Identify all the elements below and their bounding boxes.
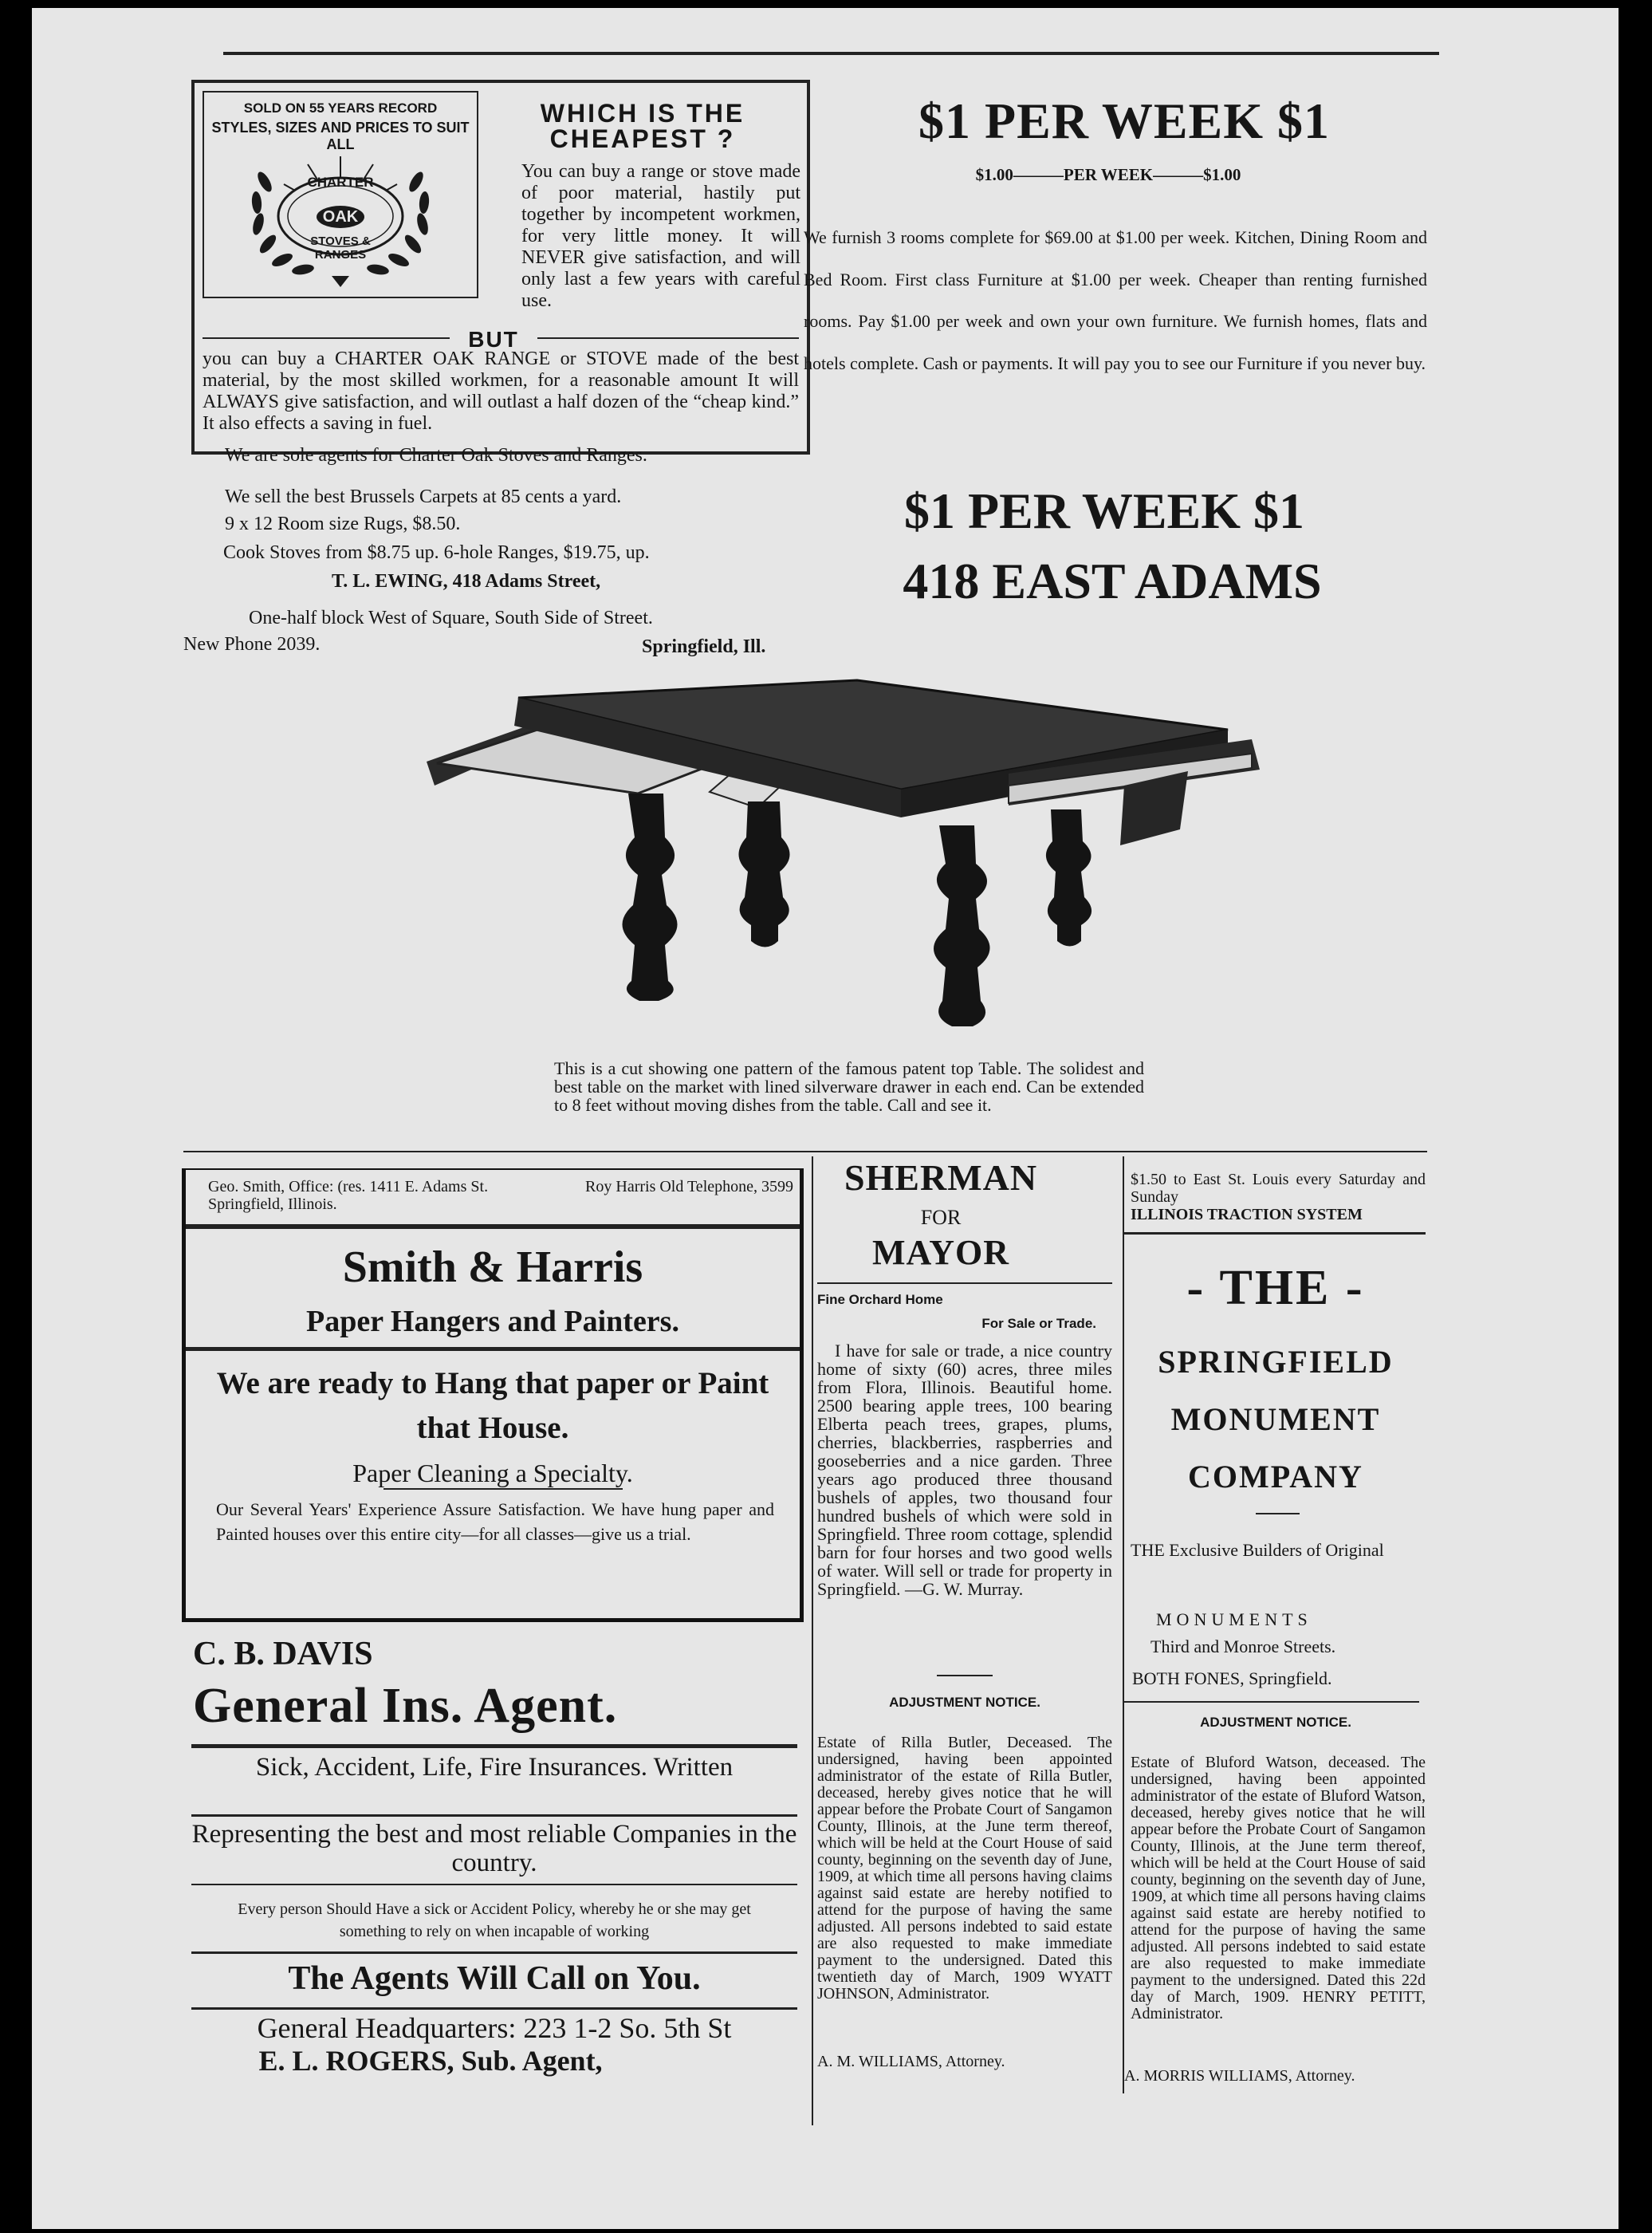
monument-phones: BOTH FONES, Springfield.	[1132, 1668, 1332, 1688]
ewing-line-2: We sell the best Brussels Carpets at 85 cents a yard.	[225, 486, 622, 507]
adjustment-body-1: Estate of Rilla Butler, Deceased. The undersigned, having been appointed administrator of the estate of Rilla Butler, deceased, hereby gives notice that he will appear before the Probate Court of Sangamon County, Illinois, at the June term thereof, which will be held at the Court House of said county, beginning on the seventh day of June, 1909, at which time all persons having claims against said estate are hereby notified to attend for the purpose of having the same adjusted. All persons indebted to said estate are also requested to make immediate payment to the undersigned. Dated this twentieth day of March, 1909 WYATT JOHNSON, Administrator.	[817, 1734, 1112, 2003]
orchard-subtitle: For Sale or Trade.	[981, 1316, 1096, 1331]
adjustment-body-2: Estate of Bluford Watson, deceased. The undersigned, having been appointed administrator of the estate of Bluford Watson, deceased, hereby gives notice that he will appear before the Probate Court of Sangamon County, Illinois, at the June term thereof, which will be held at the Court House of said county, beginning on the seventh day of June, 1909, at which time all persons having claims against said estate are hereby notified to attend for the purpose of having the same adjusted. All persons indebted to said estate are also requested to make immediate payment to the undersigned. Dated this 22d day of March, 1909. HENRY PETITT, Administrator.	[1131, 1754, 1426, 2022]
smith-harris-specialty: Paper Cleaning a Specialty.	[352, 1459, 633, 1487]
ad-intro-text: You can buy a range or stove made of poor material, hastily put together by incompetent workmen, for very little money. It will NEVER give satisfaction, and will only last a few years with careful use.	[521, 161, 800, 311]
orchard-title: Fine Orchard Home	[817, 1292, 943, 1307]
orchard-body: I have for sale or trade, a nice country home of sixty (60) acres, three miles from Flora, Illinois. Beautiful home. 2500 bearing apple trees, 100 bearing Elberta peach trees, grapes, plums, cherries, blackberries, raspberries and gooseberries and a nice garden. Three years ago produced three thousand bushels of apples, two thousand four hundred bushels of which were sold in Springfield. Three room cottage, splendid barn for four horses and two good wells of water. Will sell or trade for property in Springfield. —G. W. Murray.	[817, 1341, 1112, 1599]
ewing-line-1: We are sole agents for Charter Oak Stoves and Ranges.	[225, 445, 647, 466]
smith-harris-title: Smith & Harris	[342, 1243, 643, 1292]
smith-contact: Geo. Smith, Office: (res. 1411 E. Adams St. Springfield, Illinois.	[208, 1178, 489, 1213]
monument-streets: Third and Monroe Streets.	[1150, 1636, 1336, 1656]
ewing-city: Springfield, Ill.	[642, 636, 766, 657]
davis-insurances: Sick, Accident, Life, Fire Insurances. Written	[255, 1753, 734, 1782]
sherman-for: FOR	[920, 1206, 962, 1229]
adjustment-title-2: ADJUSTMENT NOTICE.	[1200, 1715, 1351, 1730]
logo-line-1: SOLD ON 55 YEARS RECORD	[243, 100, 438, 116]
monument-name: SPRINGFIELD MONUMENT COMPANY	[1158, 1344, 1394, 1495]
adjustment-title-1: ADJUSTMENT NOTICE.	[889, 1695, 1040, 1710]
davis-headquarters: General Headquarters: 223 1-2 So. 5th St	[257, 2012, 732, 2044]
but-label: BUT	[468, 327, 519, 352]
logo-word-charter: CHARTER	[307, 175, 374, 190]
davis-note: Every person Should Have a sick or Accident Policy, whereby he or she may get something to rely on when incapable of working	[238, 1900, 751, 1940]
monument-the: - THE -	[1186, 1261, 1365, 1315]
adjustment-attorney-2: A. MORRIS WILLIAMS, Attorney.	[1124, 2067, 1355, 2085]
ewing-phone: New Phone 2039.	[183, 634, 321, 655]
charter-oak-logo-box	[203, 91, 478, 298]
traction-notice: $1.50 to East St. Louis every Saturday and Sunday	[1131, 1171, 1426, 1206]
ad-body-text: you can buy a CHARTER OAK RANGE or STOVE made of the best material, by the most skilled workmen, for a reasonable amount It will ALWAYS give satisfaction, and will outlast a half dozen of the “cheap kind.” It also effects a saving in fuel.	[203, 349, 799, 434]
newspaper-page	[32, 8, 1619, 2229]
charter-oak-ad	[191, 80, 810, 455]
logo-word-stoves: STOVES & RANGES	[310, 234, 371, 262]
davis-title: General Ins. Agent.	[193, 1679, 618, 1733]
logo-line-2: STYLES, SIZES AND PRICES TO SUIT ALL	[211, 120, 470, 152]
ewing-location: One-half block West of Square, South Side of Street.	[249, 608, 653, 628]
logo-word-oak: OAK	[322, 208, 359, 226]
table-caption: This is a cut showing one pattern of the famous patent top Table. The solidest and best table on the market with lined silverware drawer in each end. Can be extended to 8 feet without moving dishes from the table. Call and see it.	[554, 1058, 1144, 1115]
mid-rule	[183, 1151, 1427, 1152]
davis-call: The Agents Will Call on You.	[288, 1960, 701, 1997]
harris-contact: Roy Harris Old Telephone, 3599	[585, 1178, 793, 1195]
adjustment-attorney-1: A. M. WILLIAMS, Attorney.	[817, 2053, 1005, 2070]
but-divider	[203, 327, 799, 352]
top-rule	[223, 52, 1439, 55]
ewing-line-3: 9 x 12 Room size Rugs, $8.50.	[225, 514, 461, 534]
smith-harris-subtitle: Paper Hangers and Painters.	[306, 1305, 679, 1338]
traction-system: ILLINOIS TRACTION SYSTEM	[1131, 1206, 1363, 1223]
column-rule-1	[812, 1156, 813, 2125]
davis-name: C. B. DAVIS	[193, 1636, 373, 1672]
ewing-name: T. L. EWING, 418 Adams Street,	[332, 571, 601, 592]
ewing-line-4: Cook Stoves from $8.75 up. 6-hole Ranges, $19.75, up.	[223, 542, 650, 563]
extension-table-illustration	[423, 666, 1260, 1049]
smith-harris-ad	[182, 1168, 804, 1622]
davis-representing: Representing the best and most reliable Companies in the country.	[191, 1820, 797, 1877]
smith-harris-slogan: We are ready to Hang that paper or Paint that House.	[216, 1366, 769, 1445]
monument-builders: THE Exclusive Builders of Original	[1131, 1540, 1384, 1560]
per-week-body: We furnish 3 rooms complete for $69.00 at $1.00 per week. Kitchen, Dining Room and Bed Room. First class Furniture at $1.00 per week. Cheaper than renting furnished rooms. Pay $1.00 per week and own your own furniture. We furnish homes, flats and hotels complete. Cash or payments. It will pay you to see our Furniture if you never buy.	[804, 227, 1427, 373]
per-week-headline: $1 PER WEEK $1	[918, 93, 1330, 149]
per-week-address: 418 EAST ADAMS	[903, 553, 1322, 609]
ad-headline: WHICH IS THE CHEAPEST ?	[540, 99, 745, 153]
sherman-mayor: MAYOR	[871, 1233, 1010, 1272]
per-week-subline: $1.00———PER WEEK———$1.00	[975, 165, 1241, 184]
smith-harris-body: Our Several Years' Experience Assure Satisfaction. We have hung paper and Painted houses over this entire city—for all classes—give us a trial.	[216, 1499, 774, 1544]
sherman-name: SHERMAN	[844, 1157, 1038, 1198]
per-week-headline-2: $1 PER WEEK $1	[904, 482, 1304, 539]
monument-monuments: MONUMENTS	[1156, 1609, 1312, 1629]
davis-subagent: E. L. ROGERS, Sub. Agent,	[258, 2045, 603, 2077]
